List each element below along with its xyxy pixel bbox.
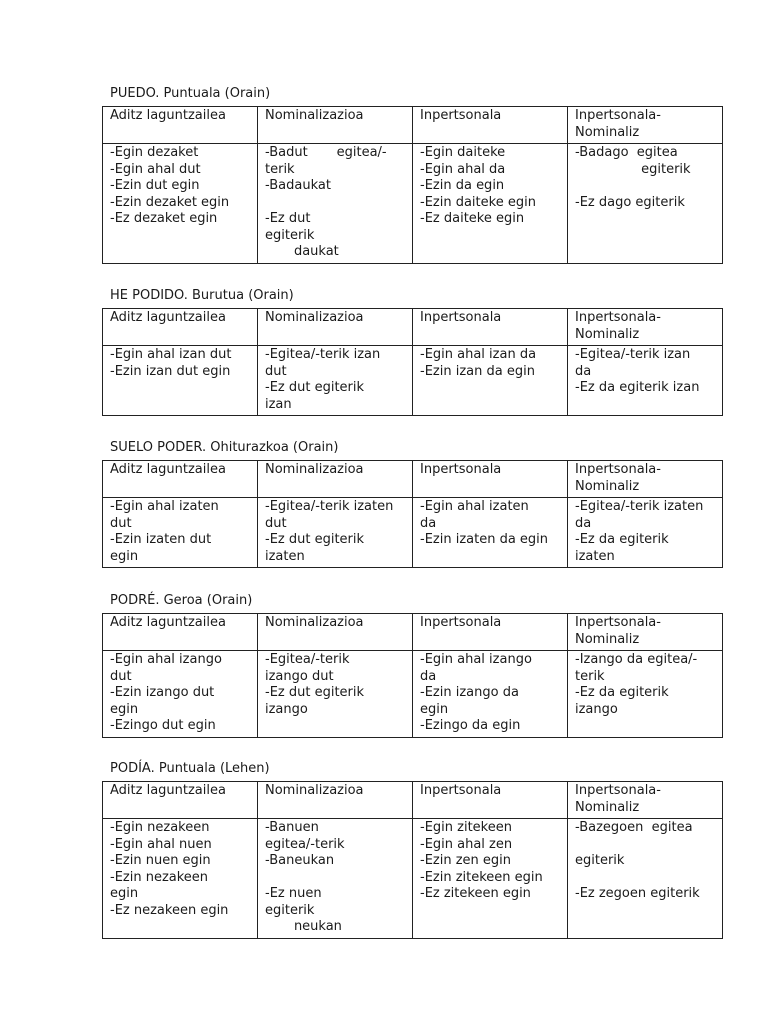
header-cell: Inpertsonala bbox=[413, 461, 568, 498]
header-row bbox=[103, 461, 723, 498]
content-cell: -Banuen egitea/-terik -Baneukan -Ez nuen egiterik neukan bbox=[258, 819, 413, 939]
section-title: PUEDO. Puntuala (Orain) bbox=[110, 86, 271, 101]
conjugation-table bbox=[102, 106, 723, 264]
content-cell: -Egin ahal izaten dut -Ezin izaten dut egin bbox=[103, 498, 258, 568]
content-cell: -Egin nezakeen -Egin ahal nuen -Ezin nuen egin -Ezin nezakeen egin -Ez nezakeen egin bbox=[103, 819, 258, 939]
header-row bbox=[103, 107, 723, 144]
content-cell: -Egin zitekeen -Egin ahal zen -Ezin zen egin -Ezin zitekeen egin -Ez zitekeen egin bbox=[413, 819, 568, 939]
header-cell: Inpertsonala bbox=[413, 614, 568, 651]
section-title: PODÍA. Puntuala (Lehen) bbox=[110, 761, 270, 776]
header-cell: Aditz laguntzailea bbox=[103, 309, 258, 346]
header-cell: Inpertsonala bbox=[413, 309, 568, 346]
content-cell: -Egin ahal izaten da -Ezin izaten da egin bbox=[413, 498, 568, 568]
content-row bbox=[103, 498, 723, 568]
header-cell: Inpertsonala- Nominaliz bbox=[568, 614, 723, 651]
conjugation-table bbox=[102, 460, 723, 568]
header-cell: Inpertsonala- Nominaliz bbox=[568, 782, 723, 819]
conjugation-table bbox=[102, 308, 723, 416]
section-title: HE PODIDO. Burutua (Orain) bbox=[110, 288, 294, 303]
header-cell: Aditz laguntzailea bbox=[103, 782, 258, 819]
content-row bbox=[103, 651, 723, 738]
section-title: SUELO PODER. Ohiturazkoa (Orain) bbox=[110, 440, 339, 455]
header-row bbox=[103, 309, 723, 346]
content-cell: -Egitea/-terik izan da -Ez da egiterik izan bbox=[568, 346, 723, 416]
content-row bbox=[103, 819, 723, 939]
header-cell: Aditz laguntzailea bbox=[103, 614, 258, 651]
content-cell: -Egitea/-terik izaten dut -Ez dut egiterik izaten bbox=[258, 498, 413, 568]
header-cell: Inpertsonala- Nominaliz bbox=[568, 309, 723, 346]
header-cell: Aditz laguntzailea bbox=[103, 461, 258, 498]
content-cell: -Egin daiteke -Egin ahal da -Ezin da egin -Ezin daiteke egin -Ez daiteke egin bbox=[413, 144, 568, 264]
content-cell: -Izango da egitea/- terik -Ez da egiterik izango bbox=[568, 651, 723, 738]
header-cell: Aditz laguntzailea bbox=[103, 107, 258, 144]
content-cell: -Egin ahal izango dut -Ezin izango dut egin -Ezingo dut egin bbox=[103, 651, 258, 738]
section-title: PODRÉ. Geroa (Orain) bbox=[110, 593, 253, 608]
content-cell: -Egin ahal izan dut -Ezin izan dut egin bbox=[103, 346, 258, 416]
header-cell: Inpertsonala bbox=[413, 782, 568, 819]
content-cell: -Egin ahal izan da -Ezin izan da egin bbox=[413, 346, 568, 416]
content-cell: -Egitea/-terik izaten da -Ez da egiterik izaten bbox=[568, 498, 723, 568]
conjugation-table bbox=[102, 781, 723, 939]
header-cell: Inpertsonala- Nominaliz bbox=[568, 461, 723, 498]
content-cell: -Egitea/-terik izan dut -Ez dut egiterik izan bbox=[258, 346, 413, 416]
header-cell: Nominalizazioa bbox=[258, 782, 413, 819]
content-cell: -Egin dezaket -Egin ahal dut -Ezin dut egin -Ezin dezaket egin -Ez dezaket egin bbox=[103, 144, 258, 264]
content-cell: -Egin ahal izango da -Ezin izango da egin -Ezingo da egin bbox=[413, 651, 568, 738]
header-cell: Nominalizazioa bbox=[258, 614, 413, 651]
content-row bbox=[103, 144, 723, 264]
header-row bbox=[103, 614, 723, 651]
header-cell: Inpertsonala bbox=[413, 107, 568, 144]
content-cell: -Bazegoen egitea egiterik -Ez zegoen egiterik bbox=[568, 819, 723, 939]
content-row bbox=[103, 346, 723, 416]
conjugation-table bbox=[102, 613, 723, 738]
content-cell: -Egitea/-terik izango dut -Ez dut egiterik izango bbox=[258, 651, 413, 738]
header-cell: Nominalizazioa bbox=[258, 309, 413, 346]
header-row bbox=[103, 782, 723, 819]
header-cell: Inpertsonala- Nominaliz bbox=[568, 107, 723, 144]
content-cell: -Badago egitea egiterik -Ez dago egiterik bbox=[568, 144, 723, 264]
header-cell: Nominalizazioa bbox=[258, 461, 413, 498]
header-cell: Nominalizazioa bbox=[258, 107, 413, 144]
content-cell: -Badut egitea/- terik -Badaukat -Ez dut egiterik daukat bbox=[258, 144, 413, 264]
